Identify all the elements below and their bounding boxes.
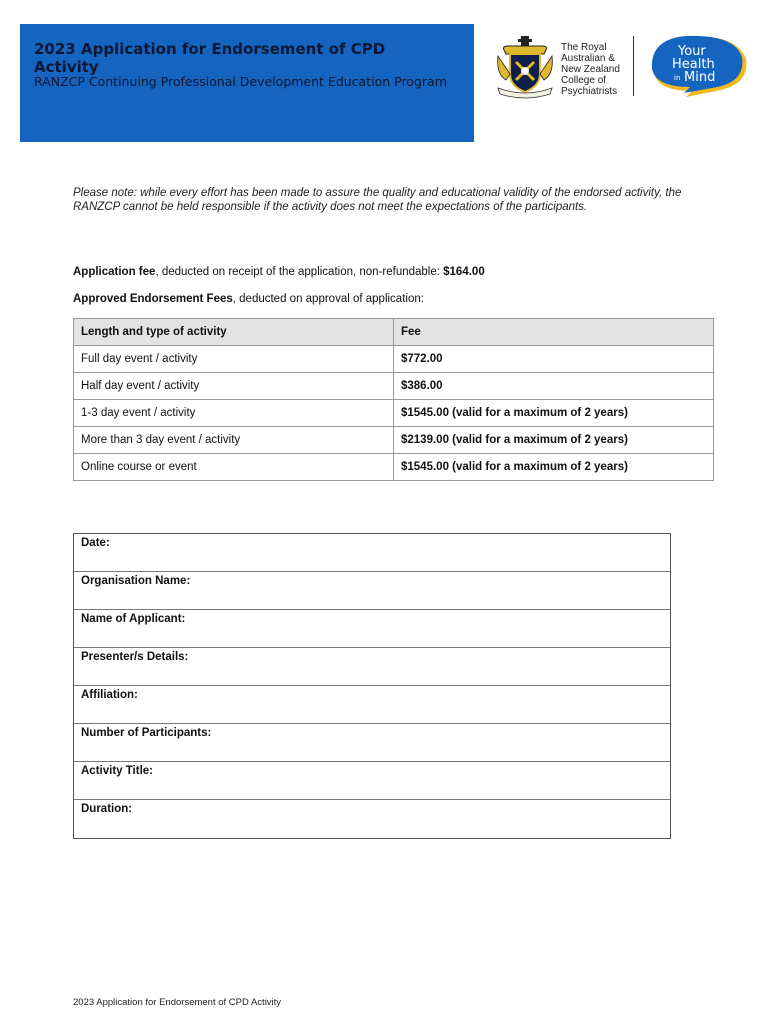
application-form xyxy=(73,533,671,839)
activity-cell: Online course or event xyxy=(74,454,394,481)
college-name-logo-text xyxy=(561,42,620,97)
form-field-date[interactable]: Date: xyxy=(74,534,670,572)
application-fee-text: , deducted on receipt of the application, non-refundable: xyxy=(155,266,444,278)
disclaimer-note: Please note: while every effort has been made to assure the quality and educational validity of the endorsed activity, the RANZCP cannot be held responsible if the activity does not meet the expectations of the participants. xyxy=(73,187,682,213)
endorsement-fees-line xyxy=(73,293,424,305)
fee-cell: $1545.00 (valid for a maximum of 2 years) xyxy=(394,454,714,481)
table-row xyxy=(74,454,714,481)
campaign-line: Mind xyxy=(684,70,716,85)
table-row xyxy=(74,346,714,373)
endorsement-fees-text: , deducted on approval of application: xyxy=(232,293,424,305)
column-header-activity: Length and type of activity xyxy=(74,319,394,346)
activity-cell: More than 3 day event / activity xyxy=(74,427,394,454)
logo-divider xyxy=(633,36,634,96)
campaign-line: in xyxy=(674,74,681,82)
application-fee-label: Application fee xyxy=(73,266,156,278)
campaign-line: Your xyxy=(678,44,706,59)
column-header-fee: Fee xyxy=(394,319,714,346)
fee-table xyxy=(73,318,714,481)
form-field-applicant-name[interactable]: Name of Applicant: xyxy=(74,610,670,648)
form-field-activity-title[interactable]: Activity Title: xyxy=(74,762,670,800)
form-field-presenter-details[interactable]: Presenter/s Details: xyxy=(74,648,670,686)
fee-cell: $1545.00 (valid for a maximum of 2 years) xyxy=(394,400,714,427)
form-field-participant-count[interactable]: Number of Participants: xyxy=(74,724,670,762)
form-field-affiliation[interactable]: Affiliation: xyxy=(74,686,670,724)
college-line: New Zealand xyxy=(561,64,620,75)
activity-cell: Half day event / activity xyxy=(74,373,394,400)
application-fee-line xyxy=(73,266,485,278)
college-line: The Royal xyxy=(561,42,607,53)
activity-cell: 1-3 day event / activity xyxy=(74,400,394,427)
college-line: College of xyxy=(561,75,607,86)
college-line: Australian & xyxy=(561,53,615,64)
fee-cell: $2139.00 (valid for a maximum of 2 years) xyxy=(394,427,714,454)
form-field-organisation-name[interactable]: Organisation Name: xyxy=(74,572,670,610)
table-header-row xyxy=(74,319,714,346)
college-line: Psychiatrists xyxy=(561,86,618,97)
campaign-line: Health xyxy=(672,57,715,72)
activity-cell: Full day event / activity xyxy=(74,346,394,373)
page-title: 2023 Application for Endorsement of CPD Activity xyxy=(34,40,386,76)
college-crest-logo xyxy=(494,34,556,100)
application-fee-amount: $164.00 xyxy=(443,266,485,278)
endorsement-fees-label: Approved Endorsement Fees xyxy=(73,293,233,305)
form-field-duration[interactable]: Duration: xyxy=(81,803,133,815)
page-subtitle: RANZCP Continuing Professional Development Education Program xyxy=(34,74,447,89)
page-footer: 2023 Application for Endorsement of CPD Activity xyxy=(73,997,282,1008)
table-row xyxy=(74,400,714,427)
fee-cell: $386.00 xyxy=(394,373,714,400)
your-health-in-mind-logo xyxy=(646,33,750,99)
fee-cell: $772.00 xyxy=(394,346,714,373)
table-row xyxy=(74,373,714,400)
table-row xyxy=(74,427,714,454)
